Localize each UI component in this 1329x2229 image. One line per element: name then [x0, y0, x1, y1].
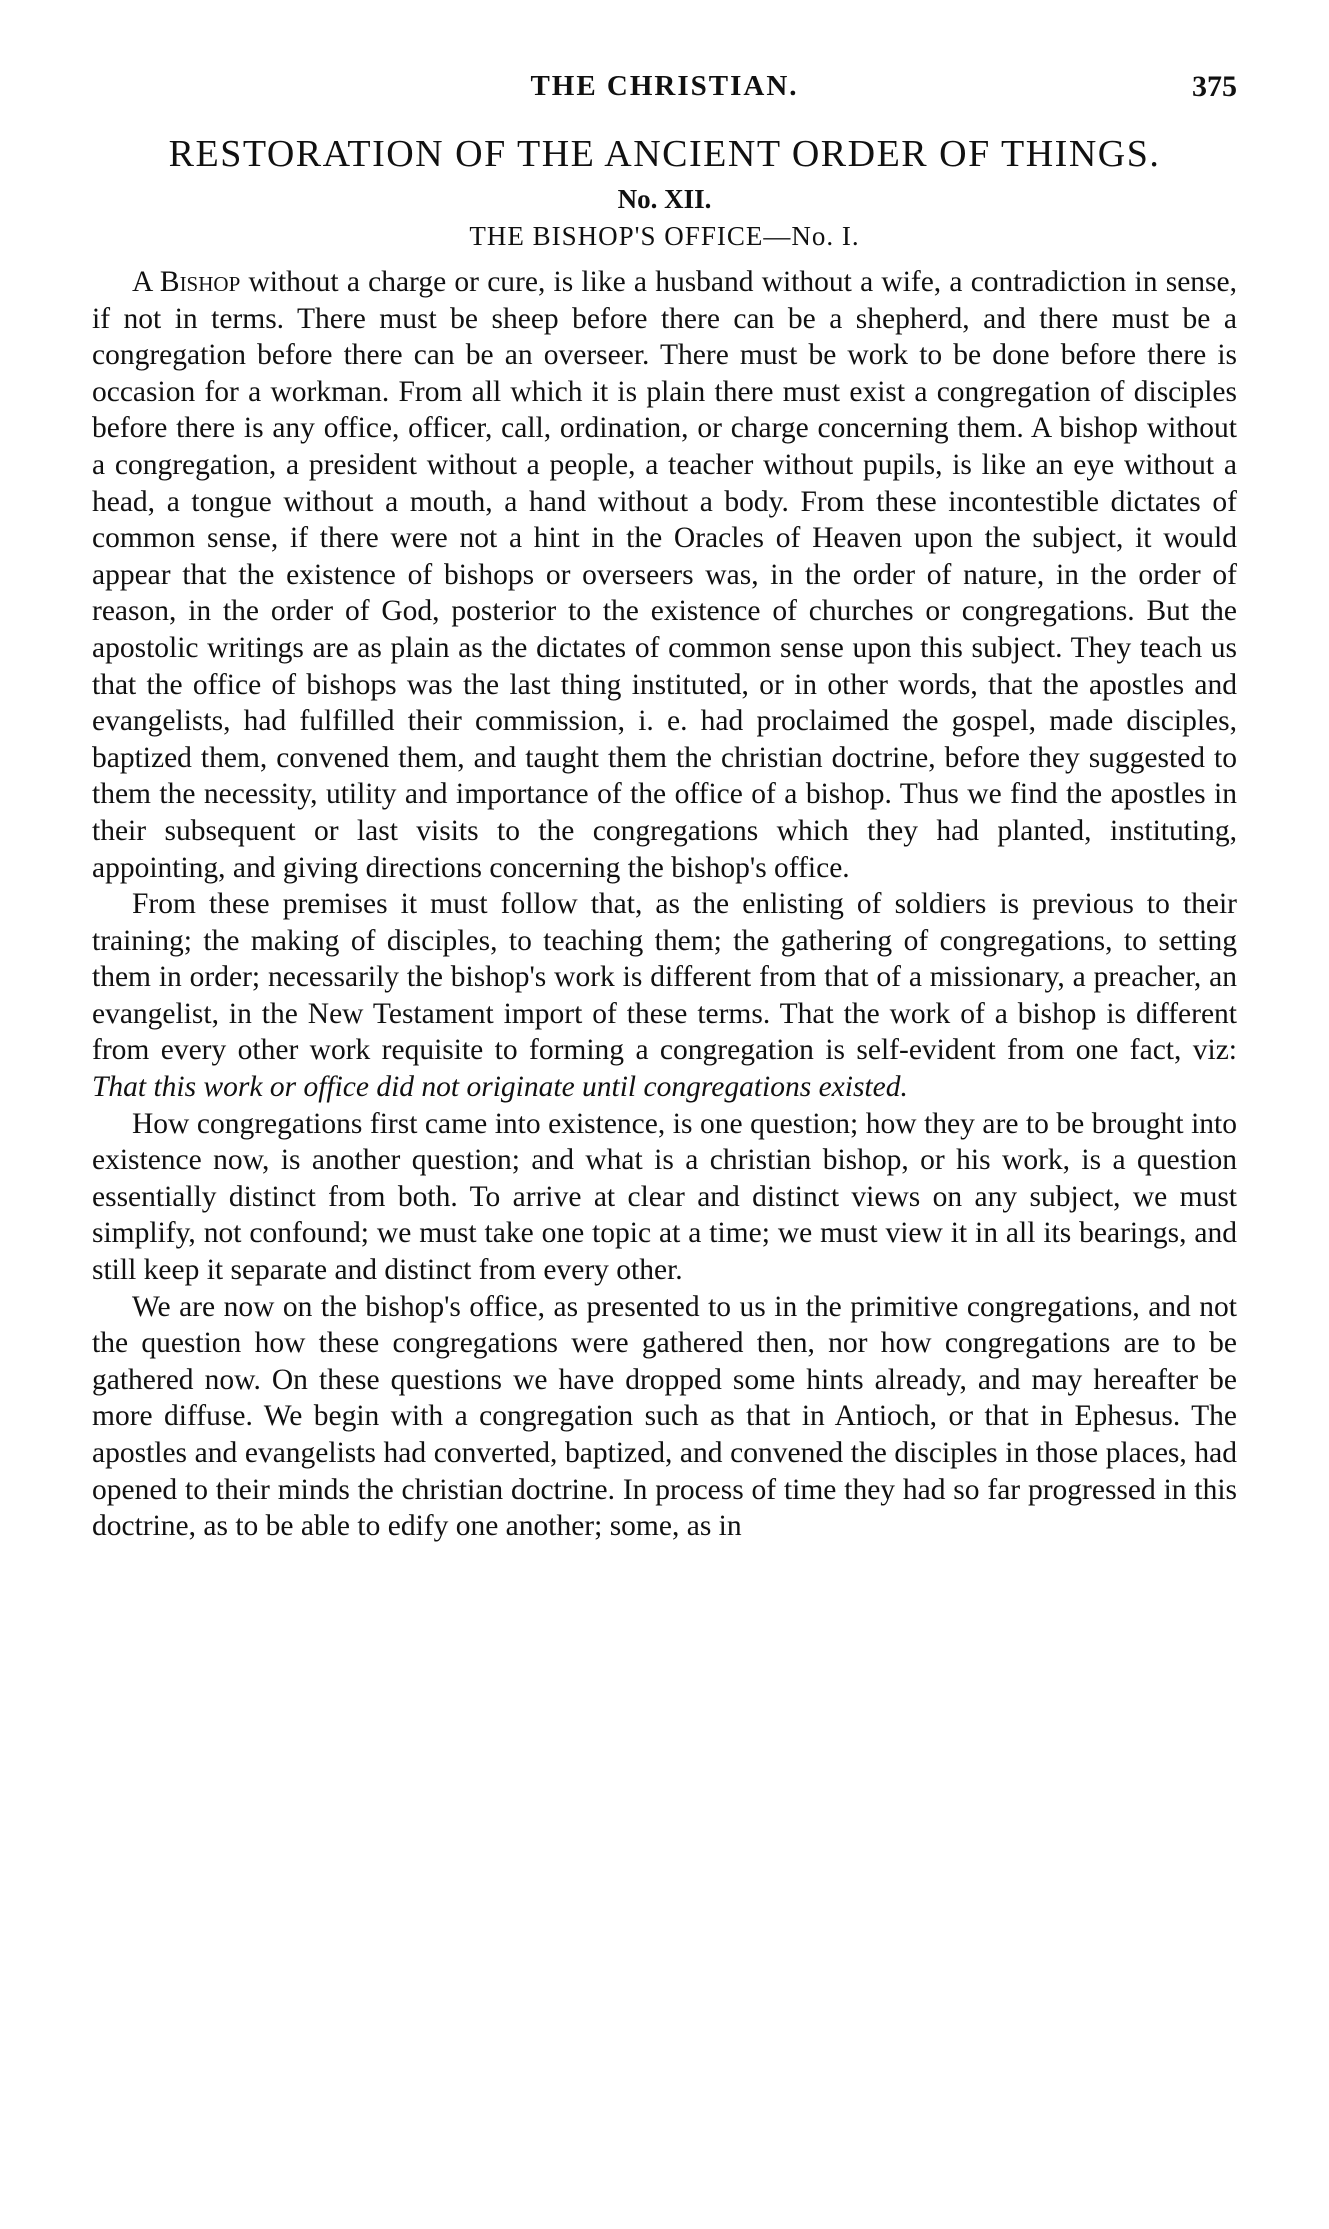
- running-title: THE CHRISTIAN.: [530, 70, 799, 102]
- paragraph-1: [92, 264, 1237, 886]
- paragraph-1-text: without a charge or cure, is like a husband without a wife, a contradiction in sense, if not in terms. There must be sheep before there can be a shepherd, and there must be a congregation before there can be an overseer. There must be work to be done before there is occasion for a workman. From all which it is plain there must exist a congregation of disciples before there is any office, officer, call, ordination, or charge concerning them. A bishop without a congregation, a president without a people, a teacher without pupils, is like an eye without a head, a tongue without a mouth, a hand without a body. From these incontestible dictates of common sense, if there were not a hint in the Oracles of Heaven upon the subject, it would appear that the existence of bishops or overseers was, in the order of nature, in the order of reason, in the order of God, posterior to the existence of churches or congregations. But the apostolic writings are as plain as the dictates of common sense upon this subject. They teach us that the office of bishops was the last thing instituted, or in other words, that the apostles and evangelists, had fulfilled their commission, i. e. had proclaimed the gospel, made disciples, baptized them, convened them, and taught them the christian doctrine, before they suggested to them the necessity, utility and importance of the office of a bishop. Thus we find the apostles in their subsequent or last visits to the congregations which they had planted, instituting, appointing, and giving directions concerning the bishop's office.: [92, 266, 1237, 884]
- paragraph-2-italic: That this work or office did not originate until congregations existed.: [92, 1071, 908, 1104]
- running-head: [92, 70, 1237, 114]
- page-number: 375: [1192, 70, 1237, 103]
- paragraph-1-lead: A Bishop: [132, 266, 241, 298]
- paragraph-2-text: From these premises it must follow that, as the enlisting of soldiers is previous to their training; the making of disciples, to teaching them; the gathering of congregations, to setting them in order; necessarily the bishop's work is different from that of a missionary, a preacher, an evangelist, in the New Testament import of these terms. That the work of a bishop is different from every other work requisite to forming a congregation is self-evident from one fact, viz:: [92, 888, 1237, 1067]
- article-number: No. XII.: [617, 184, 712, 214]
- article-title: RESTORATION OF THE ANCIENT ORDER OF THINGS.: [168, 133, 1161, 175]
- article-subtitle: THE BISHOP'S OFFICE—No. I.: [469, 221, 860, 251]
- paragraph-4: We are now on the bishop's office, as presented to us in the primitive congregations, and not the question how these congregations were gathered then, nor how congregations are to be gathered now. On these questions we have dropped some hints already, and may hereafter be more diffuse. We begin with a congregation such as that in Antioch, or that in Ephesus. The apostles and evangelists had converted, baptized, and convened the disciples in those places, had opened to their minds the christian doctrine. In process of time they had so far progressed in this doctrine, as to be able to edify one another; some, as in: [92, 1290, 1237, 1543]
- paragraph-2: [92, 886, 1237, 1106]
- paragraph-3: How congregations first came into existence, is one question; how they are to be brought into existence now, is another question; and what is a christian bishop, or his work, is a question essentially distinct from both. To arrive at clear and distinct views on any subject, we must simplify, not confound; we must take one topic at a time; we must view it in all its bearings, and still keep it separate and distinct from every other.: [92, 1107, 1237, 1287]
